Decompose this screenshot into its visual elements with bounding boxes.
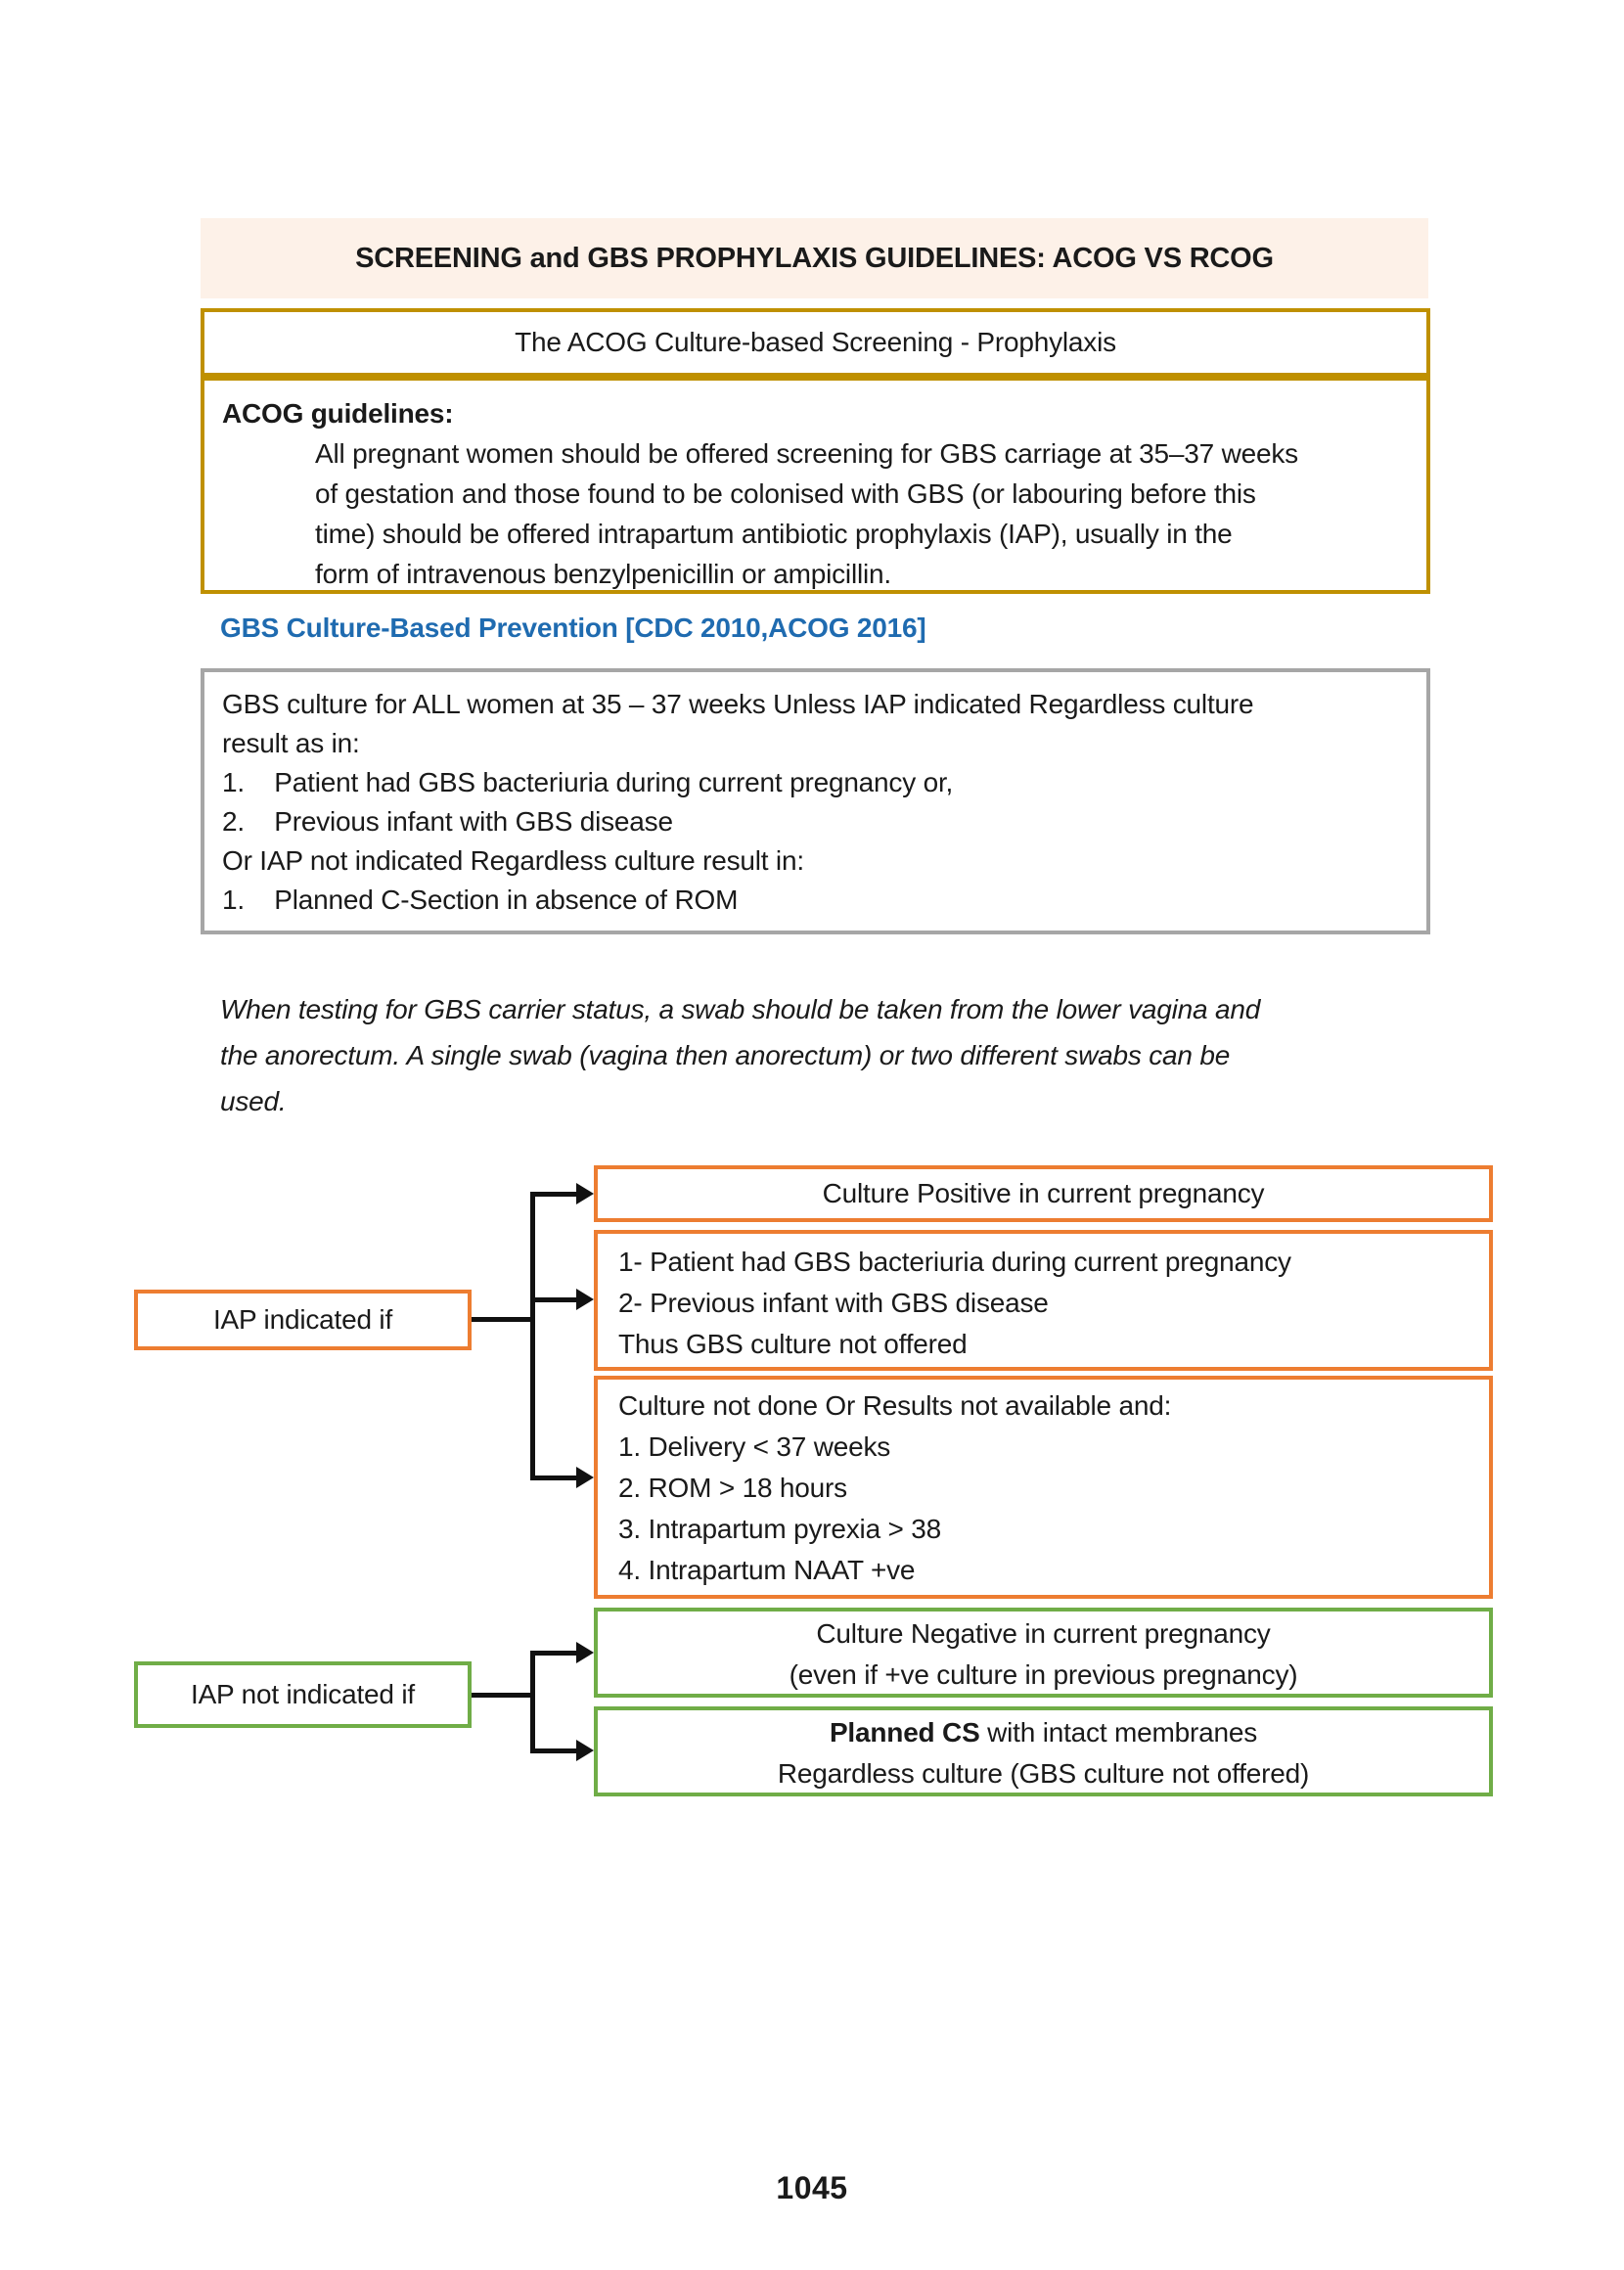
culture-not-done-line: 2. ROM > 18 hours: [618, 1473, 847, 1503]
connector-line: [472, 1317, 534, 1322]
arrow-right-icon: [576, 1289, 594, 1310]
culture-not-done-box: [594, 1376, 1493, 1599]
swab-note-line: used.: [220, 1086, 287, 1116]
swab-note-line: When testing for GBS carrier status, a swab should be taken from the lower vagina and: [220, 994, 1261, 1024]
planned-cs-rest: with intact membranes: [979, 1717, 1258, 1748]
planned-cs-line: Regardless culture (GBS culture not offered): [777, 1758, 1310, 1789]
arrow-right-icon: [576, 1740, 594, 1761]
connector-line: [530, 1748, 577, 1753]
bacteriuria-line: Thus GBS culture not offered: [618, 1329, 968, 1359]
acog-screening-title-box: The ACOG Culture-based Screening - Prophylaxis: [201, 308, 1430, 377]
culture-criteria-box: [201, 668, 1430, 934]
culture-criteria-line: 1. Patient had GBS bacteriuria during current pregnancy or,: [222, 767, 954, 797]
culture-negative-box: [594, 1608, 1493, 1698]
acog-guidelines-line: of gestation and those found to be colonised with GBS (or labouring before this: [315, 478, 1256, 509]
iap-indicated-box: IAP indicated if: [134, 1290, 472, 1350]
acog-guidelines-line: form of intravenous benzylpenicillin or ampicillin.: [315, 559, 891, 589]
bacteriuria-line: 2- Previous infant with GBS disease: [618, 1288, 1049, 1318]
acog-guidelines-line: All pregnant women should be offered screening for GBS carriage at 35–37 weeks: [315, 438, 1298, 469]
connector-line: [530, 1192, 577, 1197]
arrow-right-icon: [576, 1642, 594, 1663]
connector-line: [472, 1693, 534, 1698]
bacteriuria-box: [594, 1230, 1493, 1371]
prevention-heading: GBS Culture-Based Prevention [CDC 2010,ACOG 2016]: [220, 613, 926, 643]
connector-line: [530, 1476, 577, 1480]
connector-line: [530, 1651, 535, 1753]
planned-cs-bold: Planned CS: [829, 1717, 980, 1748]
culture-positive-box: Culture Positive in current pregnancy: [594, 1165, 1493, 1222]
acog-guidelines-line: time) should be offered intrapartum antibiotic prophylaxis (IAP), usually in the: [315, 519, 1233, 549]
arrow-right-icon: [576, 1183, 594, 1204]
culture-not-done-line: 3. Intrapartum pyrexia > 38: [618, 1514, 941, 1544]
connector-line: [530, 1297, 577, 1302]
planned-cs-line: [598, 1712, 1489, 1753]
acog-guidelines-heading: ACOG guidelines:: [222, 398, 454, 429]
page-number: 1045: [776, 2170, 848, 2205]
bacteriuria-line: 1- Patient had GBS bacteriuria during current pregnancy: [618, 1247, 1291, 1277]
culture-criteria-line: result as in:: [222, 728, 360, 758]
culture-not-done-line: Culture not done Or Results not available and:: [618, 1390, 1172, 1421]
culture-negative-line: (even if +ve culture in previous pregnancy): [789, 1659, 1298, 1690]
culture-not-done-line: 1. Delivery < 37 weeks: [618, 1431, 891, 1462]
swab-note-line: the anorectum. A single swab (vagina then anorectum) or two different swabs can be: [220, 1040, 1231, 1070]
arrow-right-icon: [576, 1467, 594, 1488]
iap-not-indicated-box: IAP not indicated if: [134, 1661, 472, 1728]
acog-guidelines-box: [201, 377, 1430, 594]
connector-line: [530, 1651, 577, 1656]
culture-negative-line: Culture Negative in current pregnancy: [816, 1618, 1271, 1649]
connector-line: [530, 1192, 535, 1480]
culture-criteria-line: 2. Previous infant with GBS disease: [222, 806, 673, 837]
culture-not-done-line: 4. Intrapartum NAAT +ve: [618, 1555, 916, 1585]
planned-cs-box: [594, 1706, 1493, 1796]
culture-criteria-line: GBS culture for ALL women at 35 – 37 weeks Unless IAP indicated Regardless culture: [222, 689, 1254, 719]
culture-criteria-line: 1. Planned C-Section in absence of ROM: [222, 885, 739, 915]
title-banner: SCREENING and GBS PROPHYLAXIS GUIDELINES: ACOG VS RCOG: [201, 218, 1428, 298]
swab-note: [220, 986, 1433, 1124]
culture-criteria-line: Or IAP not indicated Regardless culture result in:: [222, 845, 804, 876]
